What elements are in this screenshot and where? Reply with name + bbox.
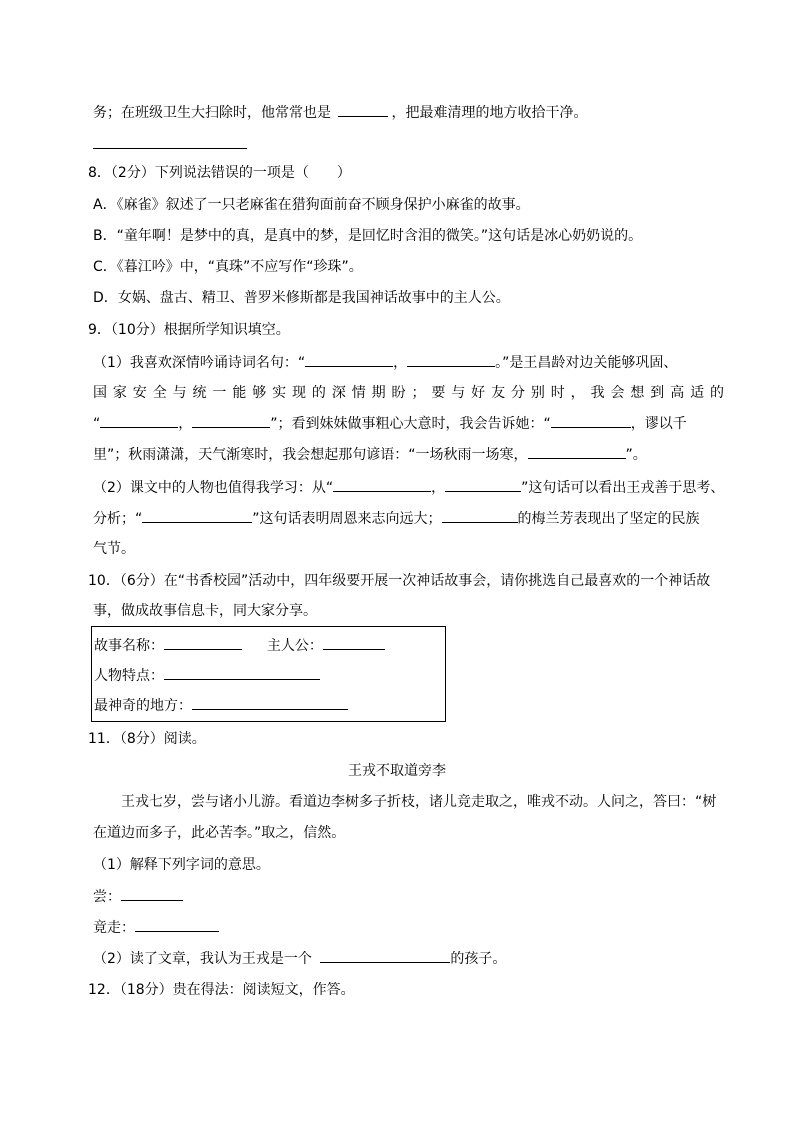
trait-blank[interactable]: [164, 665, 320, 680]
answer-blank[interactable]: [551, 413, 631, 428]
passage-line-2: 在道边而多子，此必苦李。”取之，信然。: [93, 825, 346, 841]
q11-word-1: 尝：: [93, 886, 724, 907]
answer-line[interactable]: [93, 134, 724, 155]
answer-blank[interactable]: [305, 352, 393, 367]
answer-blank[interactable]: [121, 886, 183, 901]
question-11-stem: 11．（8分）阅读。: [88, 731, 206, 747]
q9-line-2: 国家安全与统一能够实现的深情期盼；要与好友分别时，我会想到高适的: [93, 385, 724, 401]
question-10-stem: 10．（6分）在“书香校园”活动中，四年级要开展一次神话故事会，请你挑选自己最喜欢的一个神话故: [88, 573, 711, 589]
option-a: A．《麻雀》叙述了一只老麻雀在猎狗面前奋不顾身保护小麻雀的故事。: [93, 197, 530, 213]
card-row-trait: 人物特点：: [94, 665, 320, 686]
story-name-blank[interactable]: [164, 635, 242, 650]
q9-line-7: 气节。: [93, 541, 135, 557]
card-row-name: 故事名称： 主人公：: [94, 635, 385, 656]
passage-title: 王戎不取道旁李: [348, 763, 446, 779]
answer-blank[interactable]: [135, 917, 219, 932]
question-12-stem: 12．（18分）贵在得法：阅读短文，作答。: [88, 982, 355, 998]
q9-line-1: （1）我喜欢深情吟诵诗词名句：“ ， 。”是王昌龄对边关能够巩固、: [93, 352, 724, 373]
answer-blank[interactable]: [142, 508, 252, 523]
story-info-card: [91, 626, 446, 722]
answer-blank[interactable]: [338, 102, 388, 117]
question-9-stem: 9．（10分）根据所学知识填空。: [88, 322, 290, 338]
text-line: 务；在班级卫生大扫除时，他常常也是 ，把最难清理的地方收拾干净。: [93, 102, 724, 123]
answer-blank[interactable]: [93, 134, 247, 149]
q11-sub-2: （2）读了文章，我认为王戎是一个 的孩子。: [93, 948, 724, 969]
option-b: B．“童年啊！是梦中的真，是真中的梦，是回忆时含泪的微笑。”这句话是冰心奶奶说的。: [93, 228, 643, 244]
answer-blank[interactable]: [442, 508, 518, 523]
q9-line-5: （2）课文中的人物也值得我学习：从“ ， ”这句话可以看出王戎善于思考、: [93, 477, 724, 498]
hero-blank[interactable]: [323, 635, 385, 650]
card-row-magic: 最神奇的地方：: [94, 695, 348, 716]
option-d: D．女娲、盘古、精卫、普罗米修斯都是我国神话故事中的主人公。: [93, 290, 510, 306]
question-8-stem: 8．（2分）下列说法错误的一项是（ ）: [88, 165, 351, 181]
answer-blank[interactable]: [100, 413, 178, 428]
answer-blank[interactable]: [192, 413, 270, 428]
answer-blank[interactable]: [528, 444, 626, 459]
q9-line-6: 分析；“ ”这句话表明周恩来志向远大； 的梅兰芳表现出了坚定的民族: [93, 508, 724, 529]
passage-line-1: 王戎七岁，尝与诸小儿游。看道边李树多子折枝，诸儿竞走取之，唯戎不动。人问之，答曰：“树: [121, 794, 717, 810]
magic-blank[interactable]: [192, 695, 348, 710]
q9-line-3: “ ， ”；看到妹妹做事粗心大意时，我会告诉她：“ ，谬以千: [93, 413, 724, 434]
q9-line-4: 里”；秋雨潇潇，天气渐寒时，我会想起那句谚语：“一场秋雨一场寒， ”。: [93, 444, 724, 465]
answer-blank[interactable]: [445, 477, 521, 492]
answer-blank[interactable]: [320, 948, 450, 963]
q11-word-2: 竟走：: [93, 917, 724, 938]
answer-blank[interactable]: [407, 352, 495, 367]
option-c: C．《暮江吟》中，“真珠”不应写作“珍珠”。: [93, 259, 363, 275]
q11-sub-1: （1）解释下列字词的意思。: [93, 857, 270, 873]
q10-line-2: 事，做成故事信息卡，同大家分享。: [93, 603, 317, 619]
answer-blank[interactable]: [333, 477, 431, 492]
